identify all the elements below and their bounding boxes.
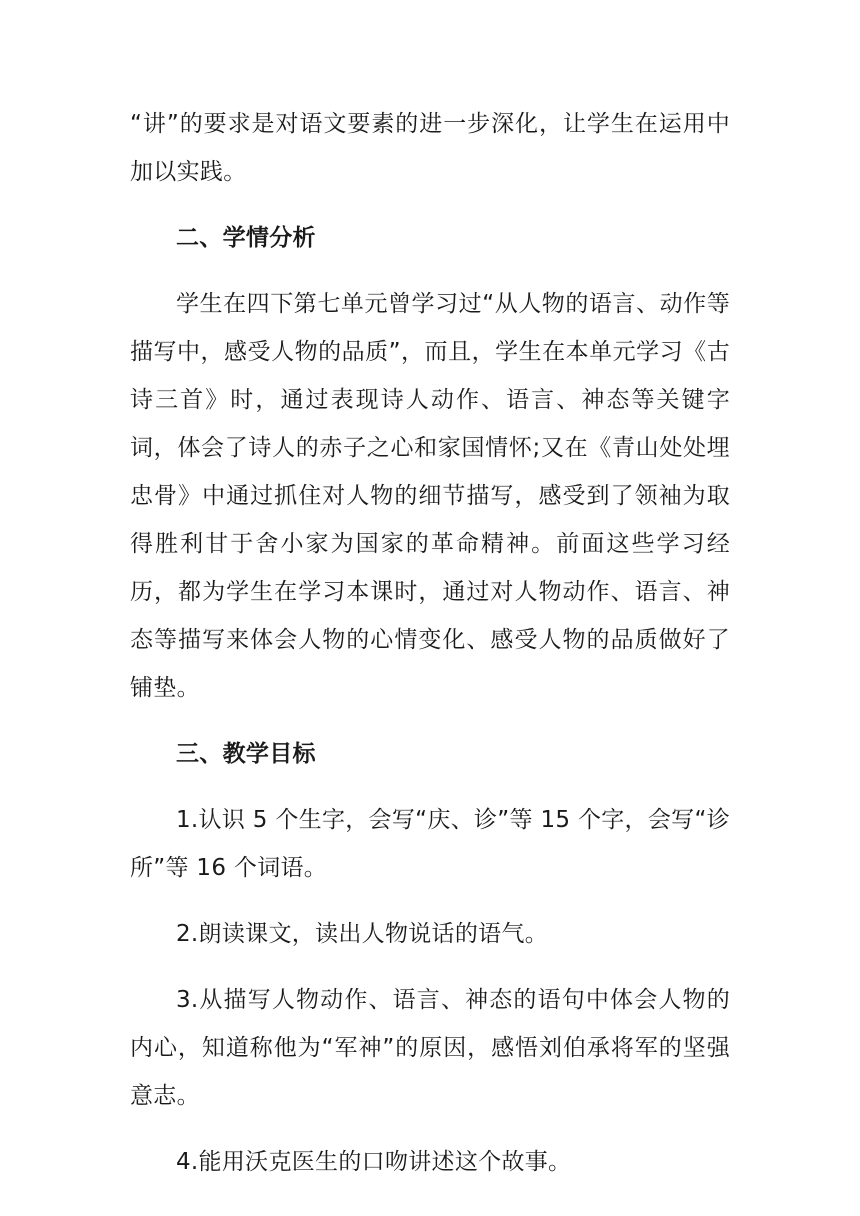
- spacer: [130, 196, 730, 214]
- goal-item-4: 4.能用沃克医生的口吻讲述这个故事。: [176, 1149, 572, 1175]
- paragraph-learning-analysis: 学生在四下第七单元曾学习过“从人物的语言、动作等描写中，感受人物的品质”，而且，学生在本单元学习《古诗三首》时，通过表现诗人动作、语言、神态等关键字词，体会了诗人的赤子之心和家国情怀;又在《青山处处埋忠骨》中通过抓住对人物的细节描写，感受到了领袖为取得胜利甘于舍小家为国家的革命精神。前面这些学习经历，都为学生在学习本课时，通过对人物动作、语言、神态等描写来体会人物的心情变化、感受人物的品质做好了铺垫。: [130, 291, 730, 701]
- spacer: [130, 712, 730, 730]
- spacer: [130, 892, 730, 910]
- goal-item-3: 3.从描写人物动作、语言、神态的语句中体会人物的内心，知道称他为“军神”的原因，感悟刘伯承将军的坚强意志。: [130, 987, 730, 1109]
- section-heading-learning-analysis: 二、学情分析: [176, 225, 316, 251]
- spacer: [130, 262, 730, 280]
- section-heading-teaching-goals: 三、教学目标: [176, 741, 316, 767]
- spacer: [130, 1120, 730, 1138]
- spacer: [130, 958, 730, 976]
- document-page: [130, 100, 730, 1186]
- paragraph-continuation: “讲”的要求是对语文要素的进一步深化，让学生在运用中加以实践。: [130, 111, 730, 185]
- goal-item-2: 2.朗读课文，读出人物说话的语气。: [176, 921, 549, 947]
- goal-item-1: 1.认识 5 个生字，会写“庆、诊”等 15 个字，会写“诊所”等 16 个词语。: [130, 807, 730, 881]
- spacer: [130, 778, 730, 796]
